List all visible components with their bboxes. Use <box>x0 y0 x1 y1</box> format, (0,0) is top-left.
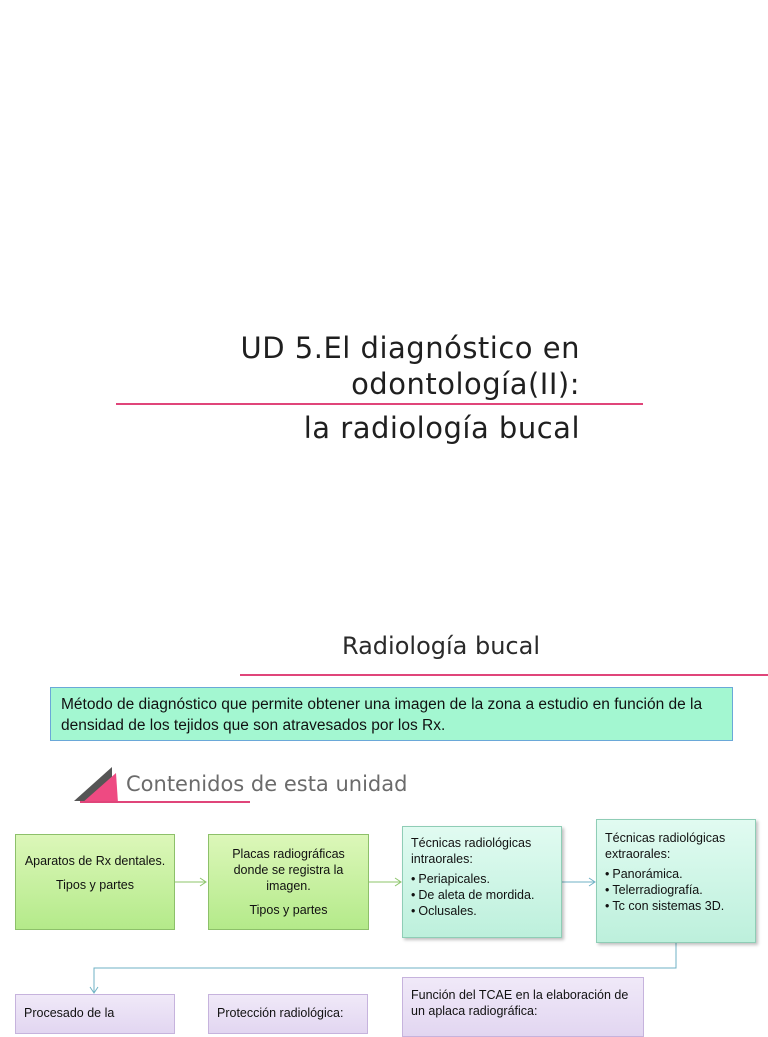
flow-box-plates <box>208 834 369 930</box>
list-item: • Tc con sistemas 3D. <box>605 898 747 914</box>
definition-box: Método de diagnóstico que permite obtener una imagen de la zona a estudio en función de la densidad de los tejidos que son atravesados por los Rx. <box>50 687 733 741</box>
flow-box-extraoral <box>596 819 756 943</box>
flow-box-rx-devices-sub: Tipos y partes <box>55 878 135 892</box>
flow-box-processing <box>15 994 175 1034</box>
contents-title: Contenidos de esta unidad <box>126 772 408 796</box>
flow-box-processing-heading: Procesado de la <box>24 1006 115 1020</box>
list-item: • Periapicales. <box>411 871 553 887</box>
flow-box-plates-heading: Placas radiográficas donde se registra la imagen. <box>232 847 345 893</box>
list-item: • Oclusales. <box>411 903 553 919</box>
flow-box-protection-heading: Protección radiológica: <box>217 1006 344 1020</box>
list-item: • Telerradiografía. <box>605 882 747 898</box>
title-line-2: odontología(II): <box>351 367 580 401</box>
flow-box-rx-devices-heading: Aparatos de Rx dentales. <box>24 854 166 868</box>
flow-box-extraoral-heading: Técnicas radiológicas extraorales: <box>605 831 726 861</box>
title-line-1: UD 5.El diagnóstico en <box>240 331 580 365</box>
flow-box-rx-devices <box>15 834 175 930</box>
flow-box-protection <box>208 994 368 1034</box>
flow-box-intraoral-list <box>411 871 553 919</box>
list-item: • Panorámica. <box>605 866 747 882</box>
flow-box-intraoral <box>402 826 562 938</box>
slide-subtitle: la radiología bucal <box>303 411 580 445</box>
section-title: Radiología bucal <box>341 632 540 660</box>
flow-box-intraoral-heading: Técnicas radiológicas intraorales: <box>411 836 532 866</box>
flow-box-tcae-heading: Función del TCAE en la elaboración de un aplaca radiográfica: <box>411 988 629 1018</box>
list-item: • De aleta de mordida. <box>411 887 553 903</box>
flow-box-tcae <box>402 977 644 1037</box>
flow-box-extraoral-list <box>605 866 747 914</box>
flow-box-plates-sub: Tipos y partes <box>249 903 328 917</box>
